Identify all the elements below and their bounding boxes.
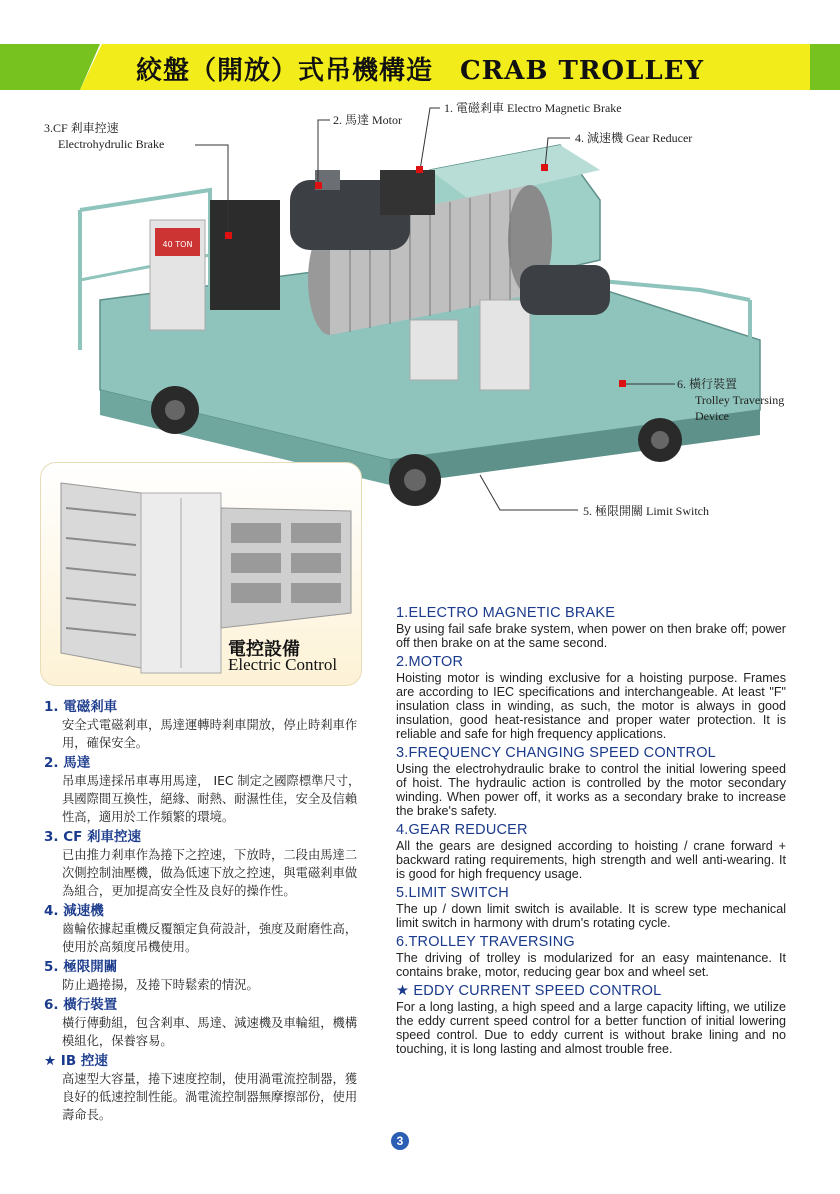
callout-trav-line3: Device — [695, 409, 729, 423]
page-title: 絞盤（開放）式吊機構造 CRAB TROLLEY — [135, 56, 705, 86]
zh-item-heading: ★ IB 控速 — [44, 1053, 108, 1069]
callout-limit-switch: 5. 極限開關 Limit Switch — [583, 504, 710, 518]
zh-item — [44, 996, 364, 1050]
en-item-body: By using fail safe brake system, when power on then brake off; power off then brake on at the same second. — [396, 622, 786, 650]
zh-item — [44, 958, 364, 994]
en-feature-list — [396, 605, 786, 1060]
header-bar — [0, 44, 840, 90]
en-item-heading: 3.FREQUENCY CHANGING SPEED CONTROL — [396, 745, 716, 761]
zh-item-body: 高速型大容量，捲下速度控制，使用渦電流控制器，獲良好的低速控制性能。渦電流控制器無摩擦部份，使用壽命長。 — [62, 1072, 358, 1122]
en-item — [396, 934, 786, 979]
callout-cf-line1: 3.CF 剎車控速 — [44, 121, 119, 135]
zh-item-heading: 6. 橫行裝置 — [44, 997, 118, 1013]
callout-cf-brake — [44, 120, 164, 152]
en-item-heading: 2.MOTOR — [396, 654, 464, 670]
zh-item-heading: 3. CF 剎車控速 — [44, 829, 142, 845]
electric-control-title-zh: 電控設備 — [228, 639, 300, 660]
en-item-body: Hoisting motor is winding exclusive for a hoisting purpose. Frames are according to IEC specifications and interchangeable. At least "F" insulation class in winding, as such, the motor is always in good insulation, good heat-resistance and proper water protection. It is reliable and safe for high frequency applications. — [396, 671, 786, 741]
electric-control-panel — [40, 462, 362, 686]
en-item-body: The up / down limit switch is available. It is screw type mechanical limit switch in harmony with drum's rotating cycle. — [396, 902, 786, 930]
callout-trav-line2: Trolley Traversing — [695, 393, 785, 407]
zh-item-heading: 5. 極限開關 — [44, 959, 118, 975]
en-item-heading: 6.TROLLEY TRAVERSING — [396, 934, 575, 950]
electric-control-image — [41, 463, 361, 685]
zh-item-body: 安全式電磁剎車，馬達運轉時剎車開放，停止時剎車作用，確保安全。 — [62, 718, 358, 750]
en-item-body: The driving of trolley is modularized for an easy maintenance. It contains brake, motor, reducing gear box and wheel set. — [396, 951, 786, 979]
capacity-plate-text: 40 TON — [162, 240, 193, 249]
en-item-heading: 5.LIMIT SWITCH — [396, 885, 509, 901]
en-item-body: All the gears are designed according to hoisting / crane forward + backward rating requirements, high strength and well anti-wearing. It is good for high frequency usage. — [396, 839, 786, 881]
callout-motor: 2. 馬達 Motor — [333, 113, 403, 127]
en-item-heading: ★ EDDY CURRENT SPEED CONTROL — [396, 983, 662, 999]
en-item-heading: 4.GEAR REDUCER — [396, 822, 528, 838]
callout-trolley-traversing — [677, 376, 784, 424]
zh-item-body: 防止過捲揚，及捲下時鬆索的情況。 — [62, 978, 259, 992]
zh-item-body: 橫行傳動組，包含剎車、馬達、減速機及車輪組，機構模組化，保養容易。 — [62, 1016, 358, 1048]
en-item — [396, 822, 786, 881]
zh-item-body: 齒輪依據起重機反覆額定負荷設計，強度及耐磨性高，使用於高頻度吊機使用。 — [62, 922, 358, 954]
electric-control-title-en: Electric Control — [228, 655, 338, 674]
en-item — [396, 983, 786, 1056]
zh-item — [44, 902, 364, 956]
en-item-body: Using the electrohydraulic brake to control the initial lowering speed of hoist. The hydraulic action is controlled by the motor secondary winding. When power off, it works as a secondary brake to increase the brake's safety. — [396, 762, 786, 818]
callout-gear-reducer: 4. 減速機 Gear Reducer — [575, 131, 693, 145]
callout-trav-line1: 6. 橫行裝置 — [677, 377, 738, 391]
zh-item-heading: 4. 減速機 — [44, 903, 104, 919]
zh-item — [44, 754, 364, 826]
en-item — [396, 605, 786, 650]
zh-item-heading: 2. 馬達 — [44, 755, 91, 771]
zh-item-body: 已由推力剎車作為捲下之控速，下放時，二段由馬達二次側控制油壓機，做為低速下放之控速，與電磁剎車做為組合，更加提高安全性及良好的操作性。 — [62, 848, 358, 898]
en-item — [396, 745, 786, 818]
en-item — [396, 885, 786, 930]
zh-item — [44, 698, 364, 752]
en-item-body: For a long lasting, a high speed and a large capacity lifting, we utilize the eddy current speed control for a better function of initial lowering speed control. Due to eddy current is without brake lining and no touching, it is long lasting and almost trouble free. — [396, 1000, 786, 1056]
callout-cf-line2: Electrohydrulic Brake — [58, 137, 165, 151]
page-number: 3 — [391, 1132, 409, 1150]
en-item — [396, 654, 786, 741]
zh-item — [44, 1052, 364, 1124]
callout-electro-magnetic-brake: 1. 電磁剎車 Electro Magnetic Brake — [444, 101, 622, 115]
zh-item-body: 吊車馬達採吊車專用馬達， IEC 制定之國際標準尺寸，具國際間互換性，絕緣、耐熱、耐濕性佳，安全及信賴性高，適用於工作頻繁的環境。 — [62, 774, 361, 824]
zh-feature-list — [44, 698, 364, 1126]
zh-item — [44, 828, 364, 900]
en-item-heading: 1.ELECTRO MAGNETIC BRAKE — [396, 605, 616, 621]
zh-item-heading: 1. 電磁剎車 — [44, 699, 118, 715]
